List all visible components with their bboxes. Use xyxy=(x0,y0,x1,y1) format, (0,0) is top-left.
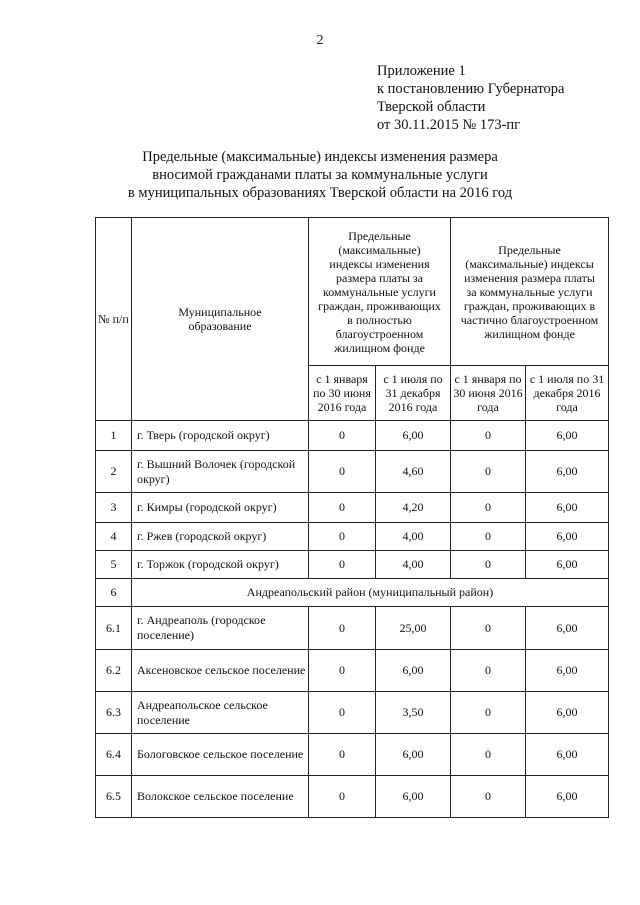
row-municipality: Бологовское сельское поселение xyxy=(132,734,309,776)
row-value: 6,00 xyxy=(376,734,451,776)
indices-table xyxy=(95,217,609,818)
row-value: 6,00 xyxy=(526,692,609,734)
header-partial-comfort: Предельные (максимальные) индексы изменения размера платы за коммунальные услуги граждан, проживающих в частично благоустроенном жилищном фонде xyxy=(451,218,609,366)
title-line: Предельные (максимальные) индексы изменения размера xyxy=(142,149,498,165)
table-row xyxy=(96,493,609,523)
row-municipality: г. Торжок (городской округ) xyxy=(132,551,309,579)
row-value: 0 xyxy=(451,607,526,650)
row-value: 6,00 xyxy=(526,650,609,692)
row-value: 0 xyxy=(451,451,526,493)
row-value: 3,50 xyxy=(376,692,451,734)
row-value: 0 xyxy=(451,493,526,523)
row-value: 0 xyxy=(451,776,526,818)
row-num: 3 xyxy=(96,493,132,523)
row-value: 0 xyxy=(309,421,376,451)
row-value: 0 xyxy=(309,523,376,551)
document-title xyxy=(0,148,640,202)
header-period-2: с 1 июля по 31 декабря 2016 года xyxy=(376,366,451,421)
row-value: 6,00 xyxy=(526,607,609,650)
row-value: 0 xyxy=(451,734,526,776)
row-value: 6,00 xyxy=(376,776,451,818)
table-row xyxy=(96,523,609,551)
row-value: 0 xyxy=(451,551,526,579)
row-value: 0 xyxy=(309,776,376,818)
row-value: 0 xyxy=(309,734,376,776)
appendix-block xyxy=(377,62,564,134)
row-value: 0 xyxy=(309,650,376,692)
row-municipality: Волокское сельское поселение xyxy=(132,776,309,818)
header-municipality: Муниципальное образование xyxy=(132,218,309,421)
header-period-1: с 1 января по 30 июня 2016 года xyxy=(451,366,526,421)
row-value: 6,00 xyxy=(526,734,609,776)
table-row xyxy=(96,650,609,692)
row-value: 4,00 xyxy=(376,551,451,579)
row-municipality: г. Тверь (городской округ) xyxy=(132,421,309,451)
appendix-line: к постановлению Губернатора xyxy=(377,81,565,97)
row-value: 0 xyxy=(309,607,376,650)
table-row xyxy=(96,607,609,650)
table-row xyxy=(96,421,609,451)
row-num: 6.1 xyxy=(96,607,132,650)
table-row xyxy=(96,692,609,734)
appendix-line: от 30.11.2015 № 173-пг xyxy=(377,117,521,133)
section-num: 6 xyxy=(96,579,132,607)
row-municipality: г. Андреаполь (городское поселение) xyxy=(132,607,309,650)
header-period-2: с 1 июля по 31 декабря 2016 года xyxy=(526,366,609,421)
row-municipality: г. Ржев (городской округ) xyxy=(132,523,309,551)
row-num: 1 xyxy=(96,421,132,451)
section-row xyxy=(96,579,609,607)
row-value: 6,00 xyxy=(526,451,609,493)
row-num: 6.3 xyxy=(96,692,132,734)
row-value: 6,00 xyxy=(376,421,451,451)
row-municipality: г. Вышний Волочек (городской округ) xyxy=(132,451,309,493)
section-title: Андреапольский район (муниципальный район) xyxy=(132,579,609,607)
row-num: 5 xyxy=(96,551,132,579)
header-num: № п/п xyxy=(96,218,132,421)
title-line: вносимой гражданами платы за коммунальные услуги xyxy=(152,167,488,183)
row-value: 0 xyxy=(309,551,376,579)
page-number: 2 xyxy=(316,33,324,48)
row-municipality: г. Кимры (городской округ) xyxy=(132,493,309,523)
row-value: 4,60 xyxy=(376,451,451,493)
row-num: 4 xyxy=(96,523,132,551)
row-municipality: Аксеновское сельское поселение xyxy=(132,650,309,692)
row-value: 6,00 xyxy=(526,551,609,579)
row-num: 6.4 xyxy=(96,734,132,776)
table-row xyxy=(96,551,609,579)
row-value: 0 xyxy=(309,493,376,523)
table-row xyxy=(96,776,609,818)
row-value: 0 xyxy=(309,692,376,734)
row-municipality: Андреапольское сельское поселение xyxy=(132,692,309,734)
row-num: 6.2 xyxy=(96,650,132,692)
row-value: 6,00 xyxy=(526,523,609,551)
row-value: 6,00 xyxy=(376,650,451,692)
header-row xyxy=(96,218,609,366)
row-value: 6,00 xyxy=(526,493,609,523)
table-row xyxy=(96,734,609,776)
appendix-line: Тверской области xyxy=(377,99,486,115)
row-value: 4,00 xyxy=(376,523,451,551)
row-value: 4,20 xyxy=(376,493,451,523)
row-num: 2 xyxy=(96,451,132,493)
header-period-1: с 1 января по 30 июня 2016 года xyxy=(309,366,376,421)
table-row xyxy=(96,451,609,493)
row-value: 6,00 xyxy=(526,776,609,818)
row-value: 0 xyxy=(451,650,526,692)
row-num: 6.5 xyxy=(96,776,132,818)
row-value: 0 xyxy=(451,523,526,551)
row-value: 0 xyxy=(451,421,526,451)
header-full-comfort: Предельные (максимальные) индексы изменения размера платы за коммунальные услуги граждан, проживающих в полностью благоустроенном жилищном фонде xyxy=(309,218,451,366)
appendix-line: Приложение 1 xyxy=(377,63,466,79)
row-value: 0 xyxy=(309,451,376,493)
row-value: 25,00 xyxy=(376,607,451,650)
row-value: 0 xyxy=(451,692,526,734)
title-line: в муниципальных образованиях Тверской области на 2016 год xyxy=(127,185,513,201)
row-value: 6,00 xyxy=(526,421,609,451)
